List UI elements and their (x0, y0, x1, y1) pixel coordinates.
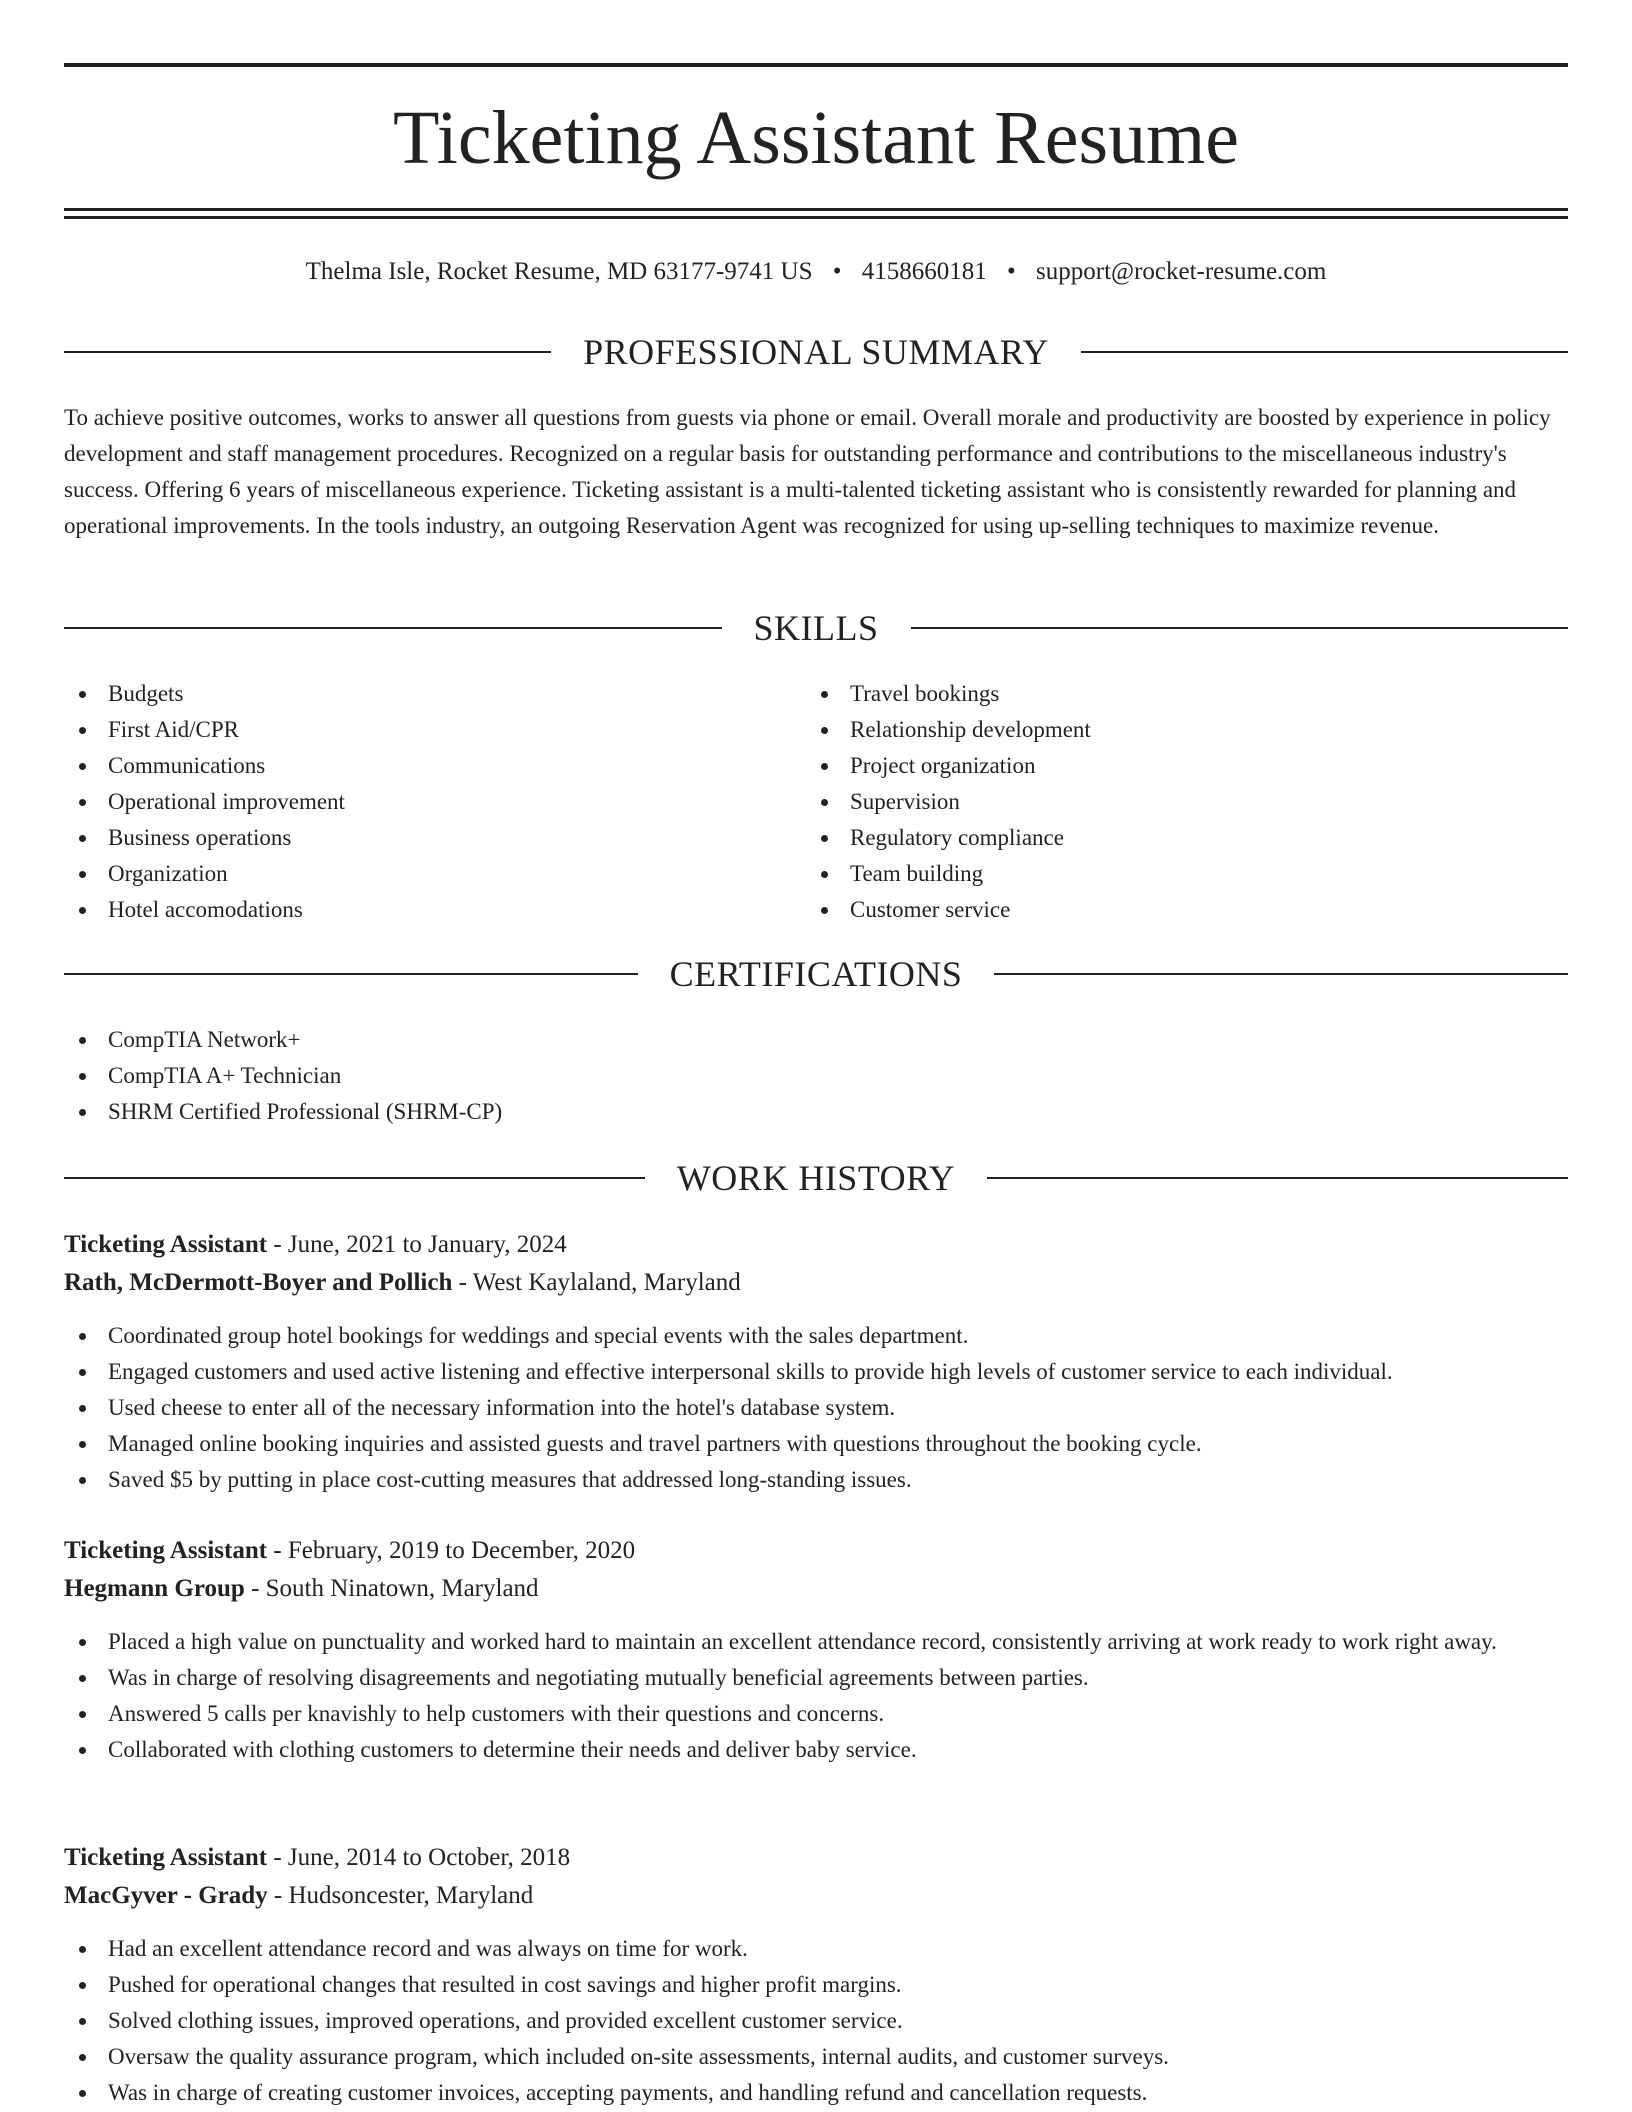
job-title-line (64, 1226, 1568, 1264)
list-item: Budgets (64, 676, 804, 712)
job-location: - South Ninatown, Maryland (244, 1575, 539, 1602)
list-item: Managed online booking inquiries and assisted guests and travel partners with questions throughout the booking cycle. (64, 1426, 1568, 1462)
section-header-summary (64, 330, 1568, 374)
summary-paragraph: To achieve positive outcomes, works to answer all questions from guests via phone or email. Overall morale and productivity are boosted by experience in policy development and staff management procedures. Recognized on a regular basis for outstanding performance and contributions to the miscellaneous industry's success. Offering 6 years of miscellaneous experience. Ticketing assistant is a multi-talented ticketing assistant who is consistently rewarded for planning and operational improvements. In the tools industry, an outgoing Reservation Agent was recognized for using up-selling techniques to maximize revenue. (64, 405, 1551, 538)
job-company: Hegmann Group (64, 1575, 245, 1602)
job-location: - West Kaylaland, Maryland (452, 1269, 741, 1296)
contact-email: support@rocket-resume.com (1036, 258, 1327, 285)
section-header-skills (64, 606, 1568, 650)
section-rule (64, 627, 722, 629)
list-item: First Aid/CPR (64, 712, 804, 748)
list-item: SHRM Certified Professional (SHRM-CP) (64, 1094, 1568, 1130)
list-item: Used cheese to enter all of the necessary information into the hotel's database system. (64, 1390, 1568, 1426)
list-item: Solved clothing issues, improved operations, and provided excellent customer service. (64, 2003, 1568, 2039)
job-bullets (64, 1931, 1568, 2111)
section-rule (64, 973, 638, 975)
list-item: Project organization (806, 748, 1566, 784)
list-item: Pushed for operational changes that resulted in cost savings and higher profit margins. (64, 1967, 1568, 2003)
section-header-certifications (64, 952, 1568, 996)
list-item: Operational improvement (64, 784, 804, 820)
list-item: Oversaw the quality assurance program, which included on-site assessments, internal audits, and customer surveys. (64, 2039, 1568, 2075)
section-title: WORK HISTORY (676, 1158, 956, 1198)
section-rule (64, 351, 551, 353)
list-item: Answered 5 calls per knavishly to help customers with their questions and concerns. (64, 1696, 1568, 1732)
list-item: CompTIA Network+ (64, 1022, 1568, 1058)
title-double-rule-upper (64, 208, 1568, 211)
job-dates: - February, 2019 to December, 2020 (267, 1537, 636, 1564)
title-double-rule-lower (64, 216, 1568, 219)
job-location: - Hudsoncester, Maryland (267, 1882, 534, 1909)
section-title: CERTIFICATIONS (669, 954, 963, 994)
list-item: Saved $5 by putting in place cost-cutting measures that addressed long-standing issues. (64, 1462, 1568, 1498)
list-item: Collaborated with clothing customers to determine their needs and deliver baby service. (64, 1732, 1568, 1768)
list-item: Was in charge of creating customer invoices, accepting payments, and handling refund and cancellation requests. (64, 2075, 1568, 2111)
section-rule (911, 627, 1569, 629)
job-bullets (64, 1318, 1568, 1498)
list-item: Communications (64, 748, 804, 784)
skills-list-left (64, 676, 804, 928)
list-item: Engaged customers and used active listening and effective interpersonal skills to provide high levels of customer service to each individual. (64, 1354, 1568, 1390)
skills-list-right (806, 676, 1566, 928)
job-company-line (64, 1570, 1568, 1608)
section-title: PROFESSIONAL SUMMARY (583, 332, 1049, 372)
job-company: Rath, McDermott-Boyer and Pollich (64, 1269, 453, 1296)
job-bullets (64, 1624, 1568, 1768)
page-title: Ticketing Assistant Resume (393, 96, 1239, 180)
list-item: Had an excellent attendance record and was always on time for work. (64, 1931, 1568, 1967)
section-title: SKILLS (753, 608, 879, 648)
section-rule (994, 973, 1568, 975)
section-rule (987, 1177, 1568, 1179)
job-entry (64, 1226, 1568, 1498)
job-entry (64, 1532, 1568, 1768)
job-title: Ticketing Assistant (64, 1231, 268, 1258)
job-company: MacGyver - Grady (64, 1882, 268, 1909)
job-entry (64, 1839, 1568, 2111)
list-item: Supervision (806, 784, 1566, 820)
job-title: Ticketing Assistant (64, 1537, 268, 1564)
section-rule (1081, 351, 1568, 353)
list-item: Organization (64, 856, 804, 892)
job-title-line (64, 1839, 1568, 1877)
contact-address: Thelma Isle, Rocket Resume, MD 63177-9741 US (305, 258, 813, 285)
job-dates: - June, 2014 to October, 2018 (267, 1844, 571, 1871)
list-item: CompTIA A+ Technician (64, 1058, 1568, 1094)
certifications-list (64, 1022, 1568, 1130)
list-item: Was in charge of resolving disagreements and negotiating mutually beneficial agreements between parties. (64, 1660, 1568, 1696)
contact-separator: • (832, 258, 842, 285)
list-item: Business operations (64, 820, 804, 856)
contact-line (64, 255, 1568, 289)
contact-phone: 4158660181 (861, 258, 987, 285)
list-item: Regulatory compliance (806, 820, 1566, 856)
section-rule (64, 1177, 645, 1179)
list-item: Travel bookings (806, 676, 1566, 712)
list-item: Customer service (806, 892, 1566, 928)
list-item: Relationship development (806, 712, 1566, 748)
list-item: Team building (806, 856, 1566, 892)
list-item: Placed a high value on punctuality and worked hard to maintain an excellent attendance record, consistently arriving at work ready to work right away. (64, 1624, 1568, 1660)
job-title-line (64, 1532, 1568, 1570)
job-title: Ticketing Assistant (64, 1844, 268, 1871)
list-item: Hotel accomodations (64, 892, 804, 928)
job-dates: - June, 2021 to January, 2024 (267, 1231, 567, 1258)
contact-separator: • (1007, 258, 1016, 285)
job-company-line (64, 1877, 1568, 1915)
top-rule (64, 63, 1568, 67)
job-company-line (64, 1264, 1568, 1302)
list-item: Coordinated group hotel bookings for weddings and special events with the sales department. (64, 1318, 1568, 1354)
section-header-work-history (64, 1156, 1568, 1200)
